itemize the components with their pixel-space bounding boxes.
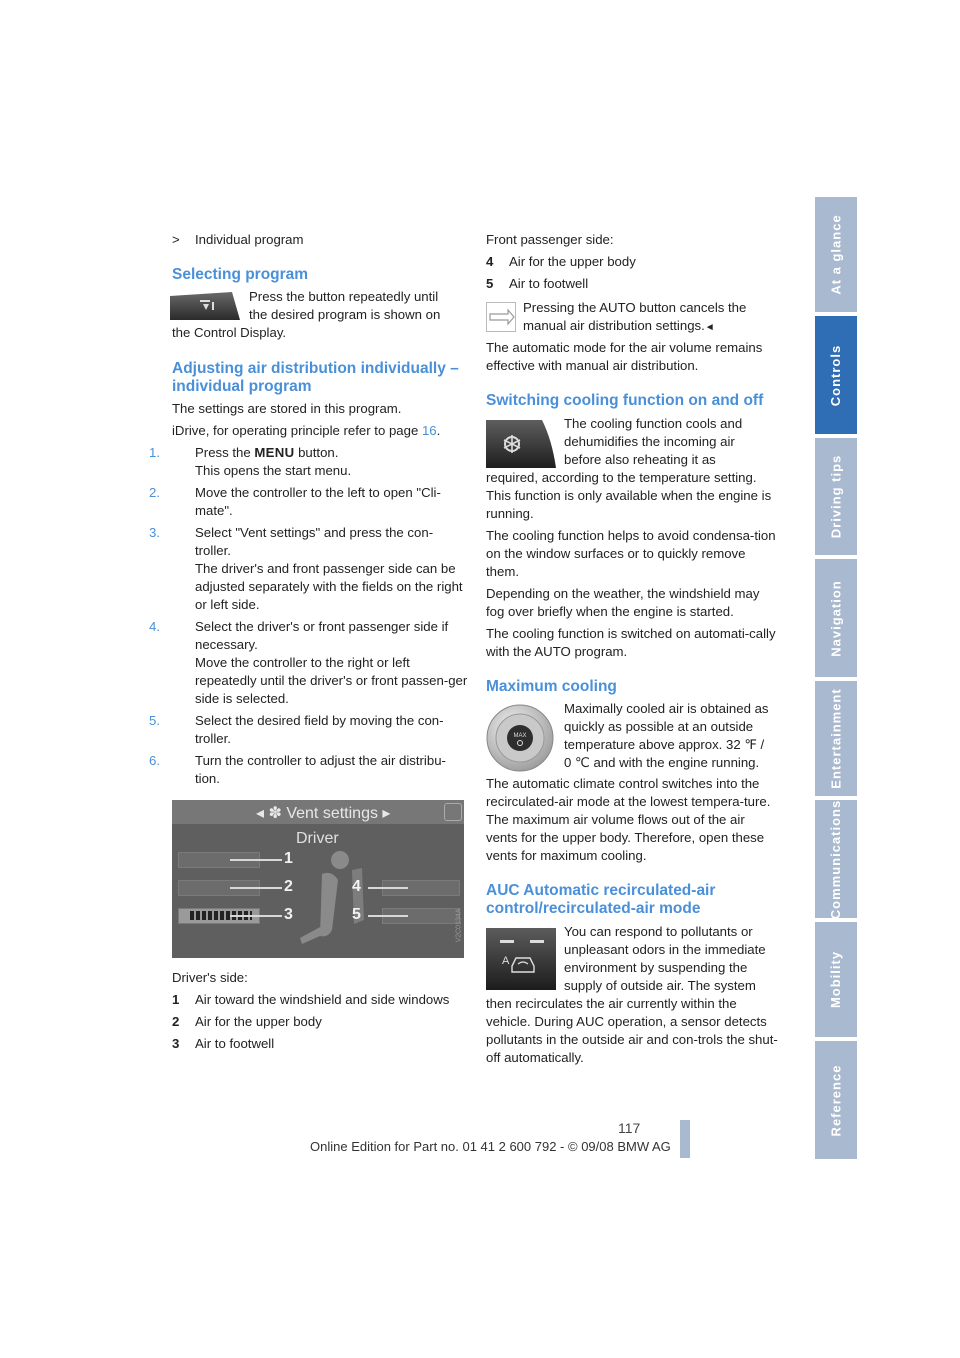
sidebar-tab-entertainment[interactable]: Entertainment bbox=[815, 681, 857, 796]
footer-edition: Online Edition for Part no. 01 41 2 600 792 - © 09/08 BMW AG bbox=[310, 1139, 671, 1154]
auc-line2: unpleasant odors in the immediate bbox=[564, 942, 766, 957]
end-marker: ◄ bbox=[704, 322, 715, 333]
front-side-label: Front passenger side: bbox=[486, 232, 614, 247]
settings-stored: The settings are stored in this program. bbox=[172, 401, 402, 416]
max-icon-label: MAX bbox=[513, 733, 527, 739]
sidebar-tab-navigation[interactable]: Navigation bbox=[815, 559, 857, 677]
max-cooling-knob-icon bbox=[486, 702, 556, 774]
auc-line3: environment by suspending the bbox=[564, 960, 748, 975]
cooling-body: required, according to the temperature setting. This function is only available when the engine is running. The cooling function helps to avoid condensa-tion on the window surfaces or to quickly remove them. Depending on the weather, the windshield may fog over briefly when the engine is started. The cooling function is switched on automati-cally with the AUTO program. bbox=[486, 470, 776, 659]
callout-5: 5 bbox=[352, 906, 361, 923]
step-5: 5. Select the desired field by moving the con-troller. bbox=[149, 713, 444, 746]
heading-auc: AUC Automatic recirculated-air control/recirculated-air mode bbox=[486, 882, 716, 917]
seat-diagram-right bbox=[342, 860, 382, 940]
auc-line1: You can respond to pollutants or bbox=[564, 924, 753, 939]
auto-note-line2: manual air distribution settings.◄ bbox=[523, 318, 715, 333]
image-code: V2C0134A bbox=[455, 908, 463, 943]
cooling-button-icon bbox=[486, 420, 556, 468]
selecting-line3: the Control Display. bbox=[172, 325, 287, 340]
callout-4: 4 bbox=[352, 878, 361, 895]
auc-icon-letter: A bbox=[502, 955, 510, 967]
automatic-mode-text: The automatic mode for the air volume remains effective with manual air distribution. bbox=[486, 340, 763, 373]
arrow-right-icon: ▸ bbox=[382, 805, 391, 822]
cooling-line3: before also reheating it as bbox=[564, 452, 716, 467]
sidebar-tab-controls[interactable]: Controls bbox=[815, 316, 857, 434]
screen-menu-icon bbox=[444, 803, 462, 821]
sidebar-tab-driving-tips[interactable]: Driving tips bbox=[815, 438, 857, 555]
heading-cooling: Switching cooling function on and off bbox=[486, 392, 764, 409]
drivers-side-label: Driver's side: bbox=[172, 970, 248, 985]
front-item-5: 5 Air to footwell bbox=[486, 276, 589, 291]
callout-line-1 bbox=[230, 859, 282, 861]
callout-line-3 bbox=[230, 915, 282, 917]
front-side-section bbox=[486, 231, 778, 297]
idrive-ref: iDrive, for operating principle refer to page 16. bbox=[172, 423, 441, 438]
callout-line-2 bbox=[230, 887, 282, 889]
drivers-side-section bbox=[172, 969, 468, 1057]
step-2: 2. Move the controller to the left to open "Cli-mate". bbox=[149, 485, 441, 518]
fan-icon: ✽ bbox=[268, 805, 282, 822]
footer-page-tab bbox=[680, 1120, 690, 1158]
heading-selecting-program: Selecting program bbox=[172, 266, 309, 283]
driver-item-2: 2 Air for the upper body bbox=[172, 1014, 322, 1029]
cooling-line1: The cooling function cools and bbox=[564, 416, 743, 431]
auc-body: then recirculates the air currently within the vehicle. During AUC operation, a sensor detects pollutants in the outside air and con-trols the shut-off automatically. bbox=[486, 996, 778, 1065]
auc-line4: supply of outside air. The system bbox=[564, 978, 756, 993]
step-3: 3. Select "Vent settings" and press the con-troller. The driver's and front passenger side can be adjusted separately with the fields on the right or left side. bbox=[149, 525, 463, 612]
auc-button-icon bbox=[486, 928, 556, 990]
callout-line-4 bbox=[368, 887, 408, 889]
screen-title: ◂ ✽ Vent settings ▸ bbox=[256, 805, 391, 822]
screen-driver-label: Driver bbox=[296, 830, 339, 847]
driver-item-3: 3 Air to footwell bbox=[172, 1036, 275, 1051]
selecting-line1: Press the button repeatedly until bbox=[249, 289, 439, 304]
left-body bbox=[149, 400, 468, 792]
callout-2: 2 bbox=[284, 878, 293, 895]
max-line4: 0 ℃ and with the engine running. bbox=[564, 755, 760, 770]
page-number: 117 bbox=[618, 1120, 641, 1136]
max-line1: Maximally cooled air is obtained as bbox=[564, 701, 769, 716]
program-button-icon bbox=[170, 292, 240, 320]
page-link[interactable]: 16 bbox=[421, 423, 437, 438]
cooling-line2: dehumidifies the incoming air bbox=[564, 434, 735, 449]
step-4: 4. Select the driver's or front passenger side if necessary. Move the controller to the right or left repeatedly until the driver's or front passen-ger side is selected. bbox=[149, 619, 468, 706]
front-item-4: 4 Air for the upper body bbox=[486, 254, 636, 269]
step-1: 1. Press the MENU button. This opens the start menu. bbox=[149, 445, 352, 478]
callout-3: 3 bbox=[284, 906, 293, 923]
max-body: The automatic climate control switches into the recirculated-air mode at the lowest tempera-ture. The maximum air volume flows out of the air vents for the upper body. Therefore, open these vents for maximum cooling. bbox=[486, 776, 771, 863]
sidebar-tab-mobility[interactable]: Mobility bbox=[815, 922, 857, 1037]
arrow-left-icon: ◂ bbox=[256, 805, 265, 822]
max-line2: quickly as possible at an outside bbox=[564, 719, 754, 734]
bullet-individual-program: > Individual program bbox=[172, 232, 304, 247]
auto-note-line1: Pressing the AUTO button cancels the bbox=[523, 300, 747, 315]
callout-line-5 bbox=[368, 915, 408, 917]
driver-item-1: 1 Air toward the windshield and side windows bbox=[172, 992, 450, 1007]
selecting-line2: the desired program is shown on bbox=[249, 307, 441, 322]
max-line3: temperature above approx. 32 ℉ / bbox=[564, 737, 765, 752]
heading-max-cooling: Maximum cooling bbox=[486, 678, 617, 695]
step-6: 6. Turn the controller to adjust the air distribu-tion. bbox=[149, 753, 446, 786]
sidebar-tab-reference[interactable]: Reference bbox=[815, 1041, 857, 1159]
callout-1: 1 bbox=[284, 850, 293, 867]
sidebar-tab-at-a-glance[interactable]: At a glance bbox=[815, 197, 857, 312]
vent-settings-screenshot bbox=[172, 800, 464, 958]
note-arrow-icon bbox=[486, 302, 516, 332]
heading-adjusting-air: Adjusting air distribution individually – individual program bbox=[172, 360, 459, 395]
sidebar-tab-communications[interactable]: Communications bbox=[815, 800, 857, 918]
